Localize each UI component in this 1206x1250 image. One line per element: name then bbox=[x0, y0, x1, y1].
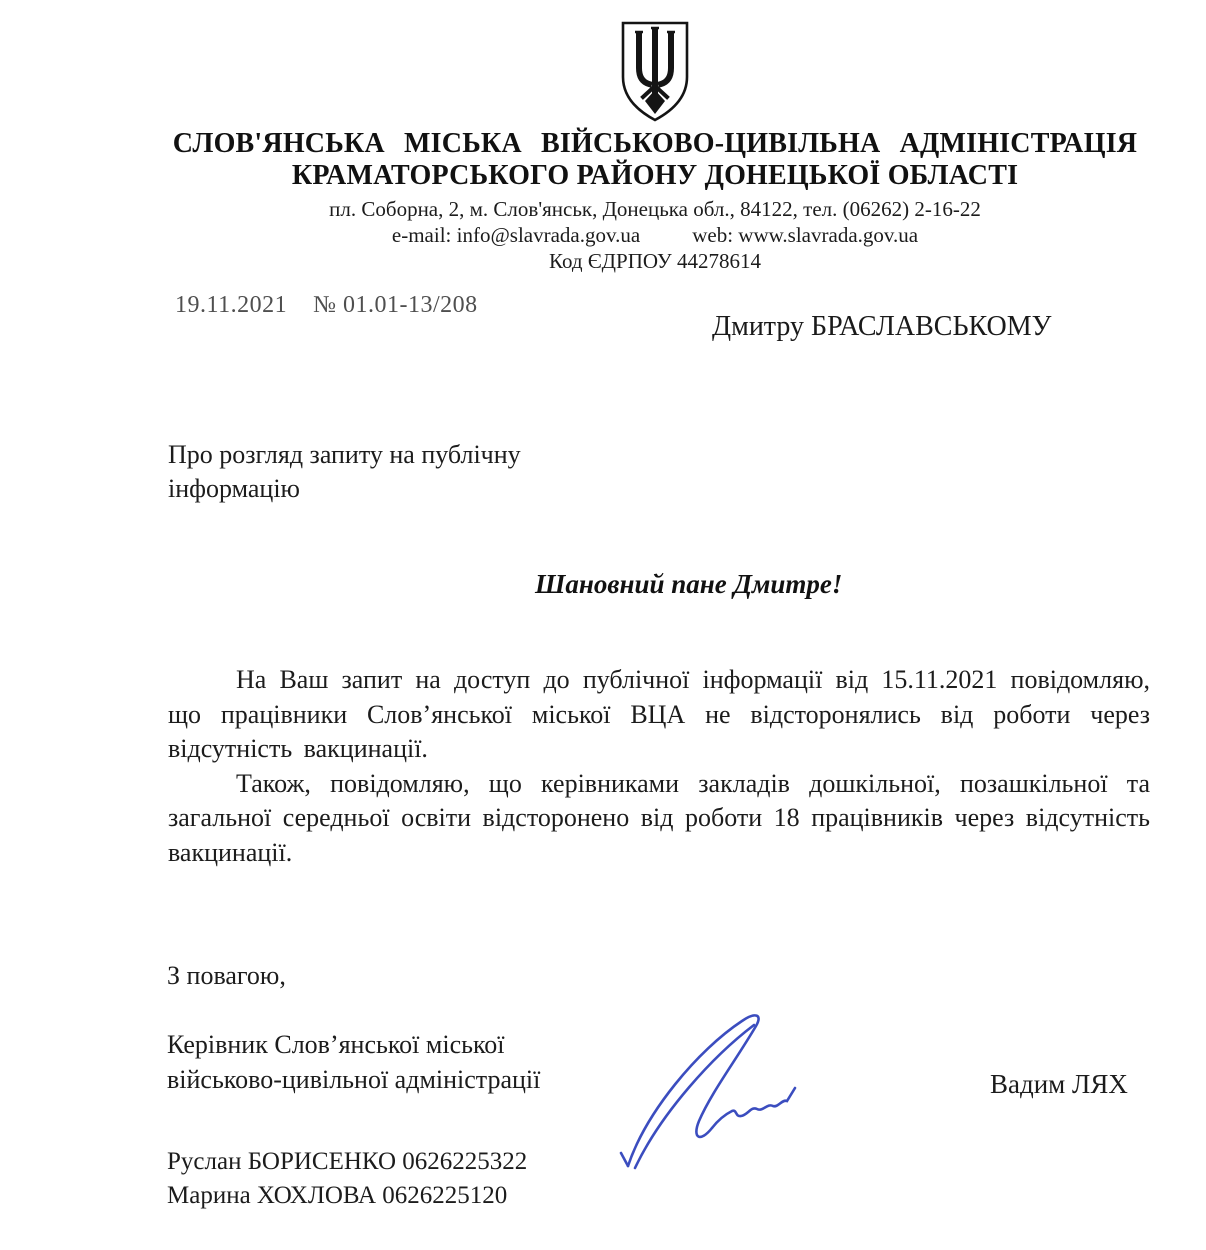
ukraine-trident-emblem-icon bbox=[616, 20, 694, 124]
emblem-wrap bbox=[104, 20, 1206, 124]
reference-row bbox=[175, 292, 478, 319]
letter-date: 19.11.2021 bbox=[175, 292, 288, 318]
letterhead bbox=[104, 0, 1206, 274]
salutation: Шановний пане Дмитре! bbox=[535, 569, 843, 599]
postal-address: пл. Соборна, 2, м. Слов'янськ, Донецька обл., 84122, тел. (06262) 2-16-22 bbox=[329, 197, 981, 221]
edrpou-code: Код ЄДРПОУ 44278614 bbox=[549, 249, 761, 273]
contact-person-1: Руслан БОРИСЕНКО 0626225322 bbox=[167, 1148, 528, 1175]
signer-name: Вадим ЛЯХ bbox=[990, 1069, 1128, 1099]
contact-persons bbox=[167, 1145, 527, 1213]
letter-body bbox=[168, 663, 1150, 870]
signer-title-line2: військово-цивільної адміністрації bbox=[167, 1065, 541, 1094]
subject-block bbox=[168, 438, 521, 506]
contact-person-2: Марина ХОХЛОВА 0626225120 bbox=[167, 1182, 508, 1209]
closing-regards: З повагою, bbox=[167, 961, 286, 990]
subject-line2: інформацію bbox=[168, 474, 300, 503]
recipient-name: Дмитру БРАСЛАВСЬКОМУ bbox=[712, 311, 1052, 342]
signer-title-block bbox=[167, 1027, 540, 1097]
contact-line bbox=[104, 222, 1206, 248]
organization-name-line2: КРАМАТОРСЬКОГО РАЙОНУ ДОНЕЦЬКОЇ ОБЛАСТІ bbox=[291, 160, 1019, 191]
website-address: web: www.slavrada.gov.ua bbox=[692, 223, 919, 247]
signature-wrap bbox=[616, 1000, 826, 1175]
body-paragraph-2: Також, повідомляю, що керівниками закладів дошкільної, позашкільної та загальної середньої освіти відсторонено від роботи 18 працівників через відсутність вакцинації. bbox=[168, 768, 1150, 867]
subject-line1: Про розгляд запиту на публічну bbox=[168, 440, 521, 469]
organization-name-line1: СЛОВ'ЯНСЬКА МІСЬКА ВІЙСЬКОВО-ЦИВІЛЬНА АДМІНІСТРАЦІЯ bbox=[172, 128, 1138, 159]
body-paragraph-1: На Ваш запит на доступ до публічної інформації від 15.11.2021 повідомляю, що працівники Слов’янської міської ВЦА не відсторонялись від роботи через відсутність вакцинації. bbox=[168, 665, 1150, 763]
handwritten-signature-icon bbox=[616, 1000, 826, 1175]
email-address: e-mail: info@slavrada.gov.ua bbox=[391, 223, 641, 247]
letter-number: № 01.01-13/208 bbox=[313, 292, 478, 318]
signer-title-line1: Керівник Слов’янської міської bbox=[167, 1030, 505, 1059]
